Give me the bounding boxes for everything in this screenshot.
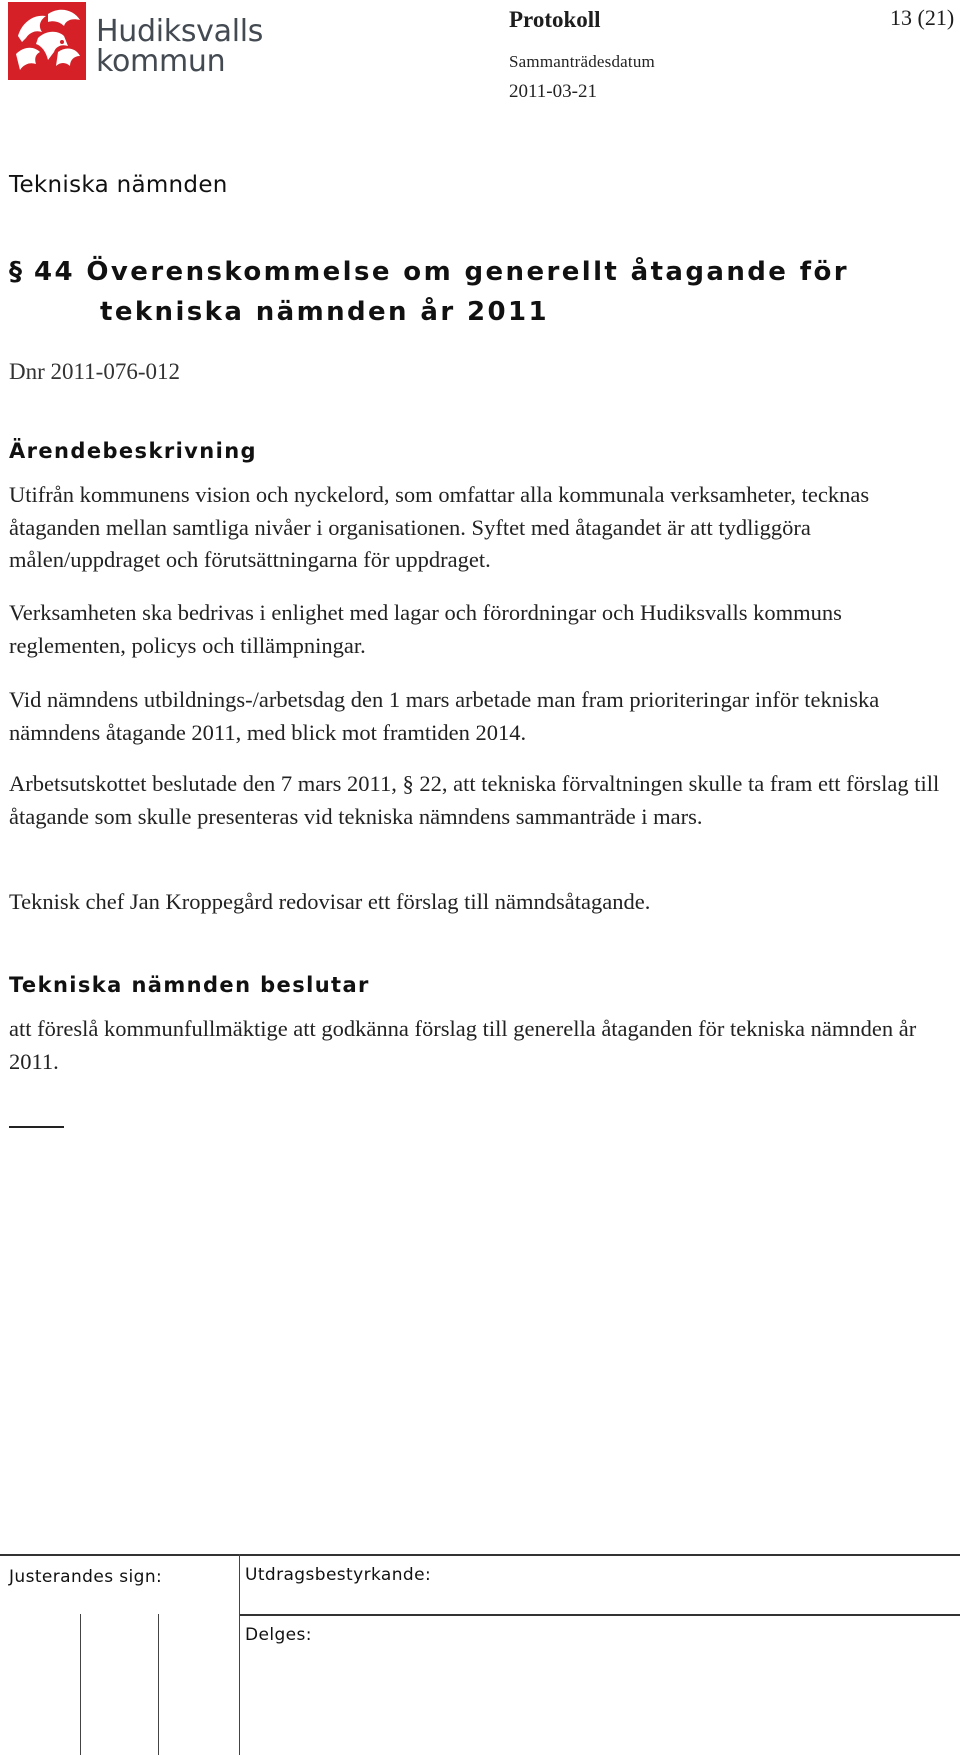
- decision-text: att föreslå kommunfullmäktige att godkänna förslag till generella åtaganden för tekniska nämnden år 2011.: [9, 1016, 917, 1074]
- meeting-date: 2011-03-21: [509, 81, 597, 102]
- footer-top-rule: [0, 1554, 960, 1556]
- case-paragraph: Utifrån kommunens vision och nyckelord, som omfattar alla kommunala verksamheter, tecknas åtaganden mellan samtliga nivåer i organisationen. Syftet med åtagandet är att tydliggöra målen/uppdraget och förutsättningarna för uppdraget.: [9, 482, 870, 572]
- decision-heading: Tekniska nämnden beslutar: [9, 973, 370, 997]
- section-mark: §: [9, 257, 23, 287]
- footer-divider: [239, 1554, 240, 1755]
- footer-mid-rule: [239, 1614, 960, 1616]
- diary-number: Dnr 2011-076-012: [9, 359, 180, 384]
- logo-name-line2: kommun: [96, 44, 226, 79]
- document-type: Protokoll: [509, 7, 601, 32]
- case-paragraph: Teknisk chef Jan Kroppegård redovisar ett förslag till nämndsåtagande.: [9, 889, 651, 914]
- municipality-logo: [8, 2, 264, 80]
- extract-certification-label: Utdragsbestyrkande:: [245, 1565, 432, 1585]
- goat-emblem-icon: [8, 2, 86, 80]
- end-divider: [9, 1126, 64, 1128]
- case-paragraph: Arbetsutskottet beslutade den 7 mars 2011, § 22, att tekniska förvaltningen skulle ta fram ett förslag till åtagande som skulle presenteras vid tekniska nämndens sammanträde i mars.: [9, 771, 940, 829]
- signature-box-divider: [158, 1614, 159, 1755]
- signature-label: Justerandes sign:: [9, 1567, 163, 1587]
- item-title-line1: 44 Överenskommelse om generellt åtagande för: [34, 257, 849, 287]
- item-title-line2: tekniska nämnden år 2011: [100, 297, 549, 327]
- logo-name-line1: Hudiksvalls: [96, 14, 264, 49]
- page-number: 13 (21): [890, 5, 955, 30]
- case-description-heading: Ärendebeskrivning: [9, 439, 257, 463]
- case-paragraph: Verksamheten ska bedrivas i enlighet med lagar och förordningar och Hudiksvalls kommuns reglementen, policys och tillämpningar.: [9, 600, 842, 658]
- signature-box-divider: [80, 1614, 81, 1755]
- case-paragraph: Vid nämndens utbildnings-/arbetsdag den 1 mars arbetade man fram prioriteringar inför tekniska nämndens åtagande 2011, med blick mot framtiden 2014.: [9, 687, 880, 745]
- distribution-label: Delges:: [245, 1625, 312, 1645]
- committee-name: Tekniska nämnden: [9, 172, 228, 198]
- meeting-date-label: Sammanträdesdatum: [509, 52, 655, 71]
